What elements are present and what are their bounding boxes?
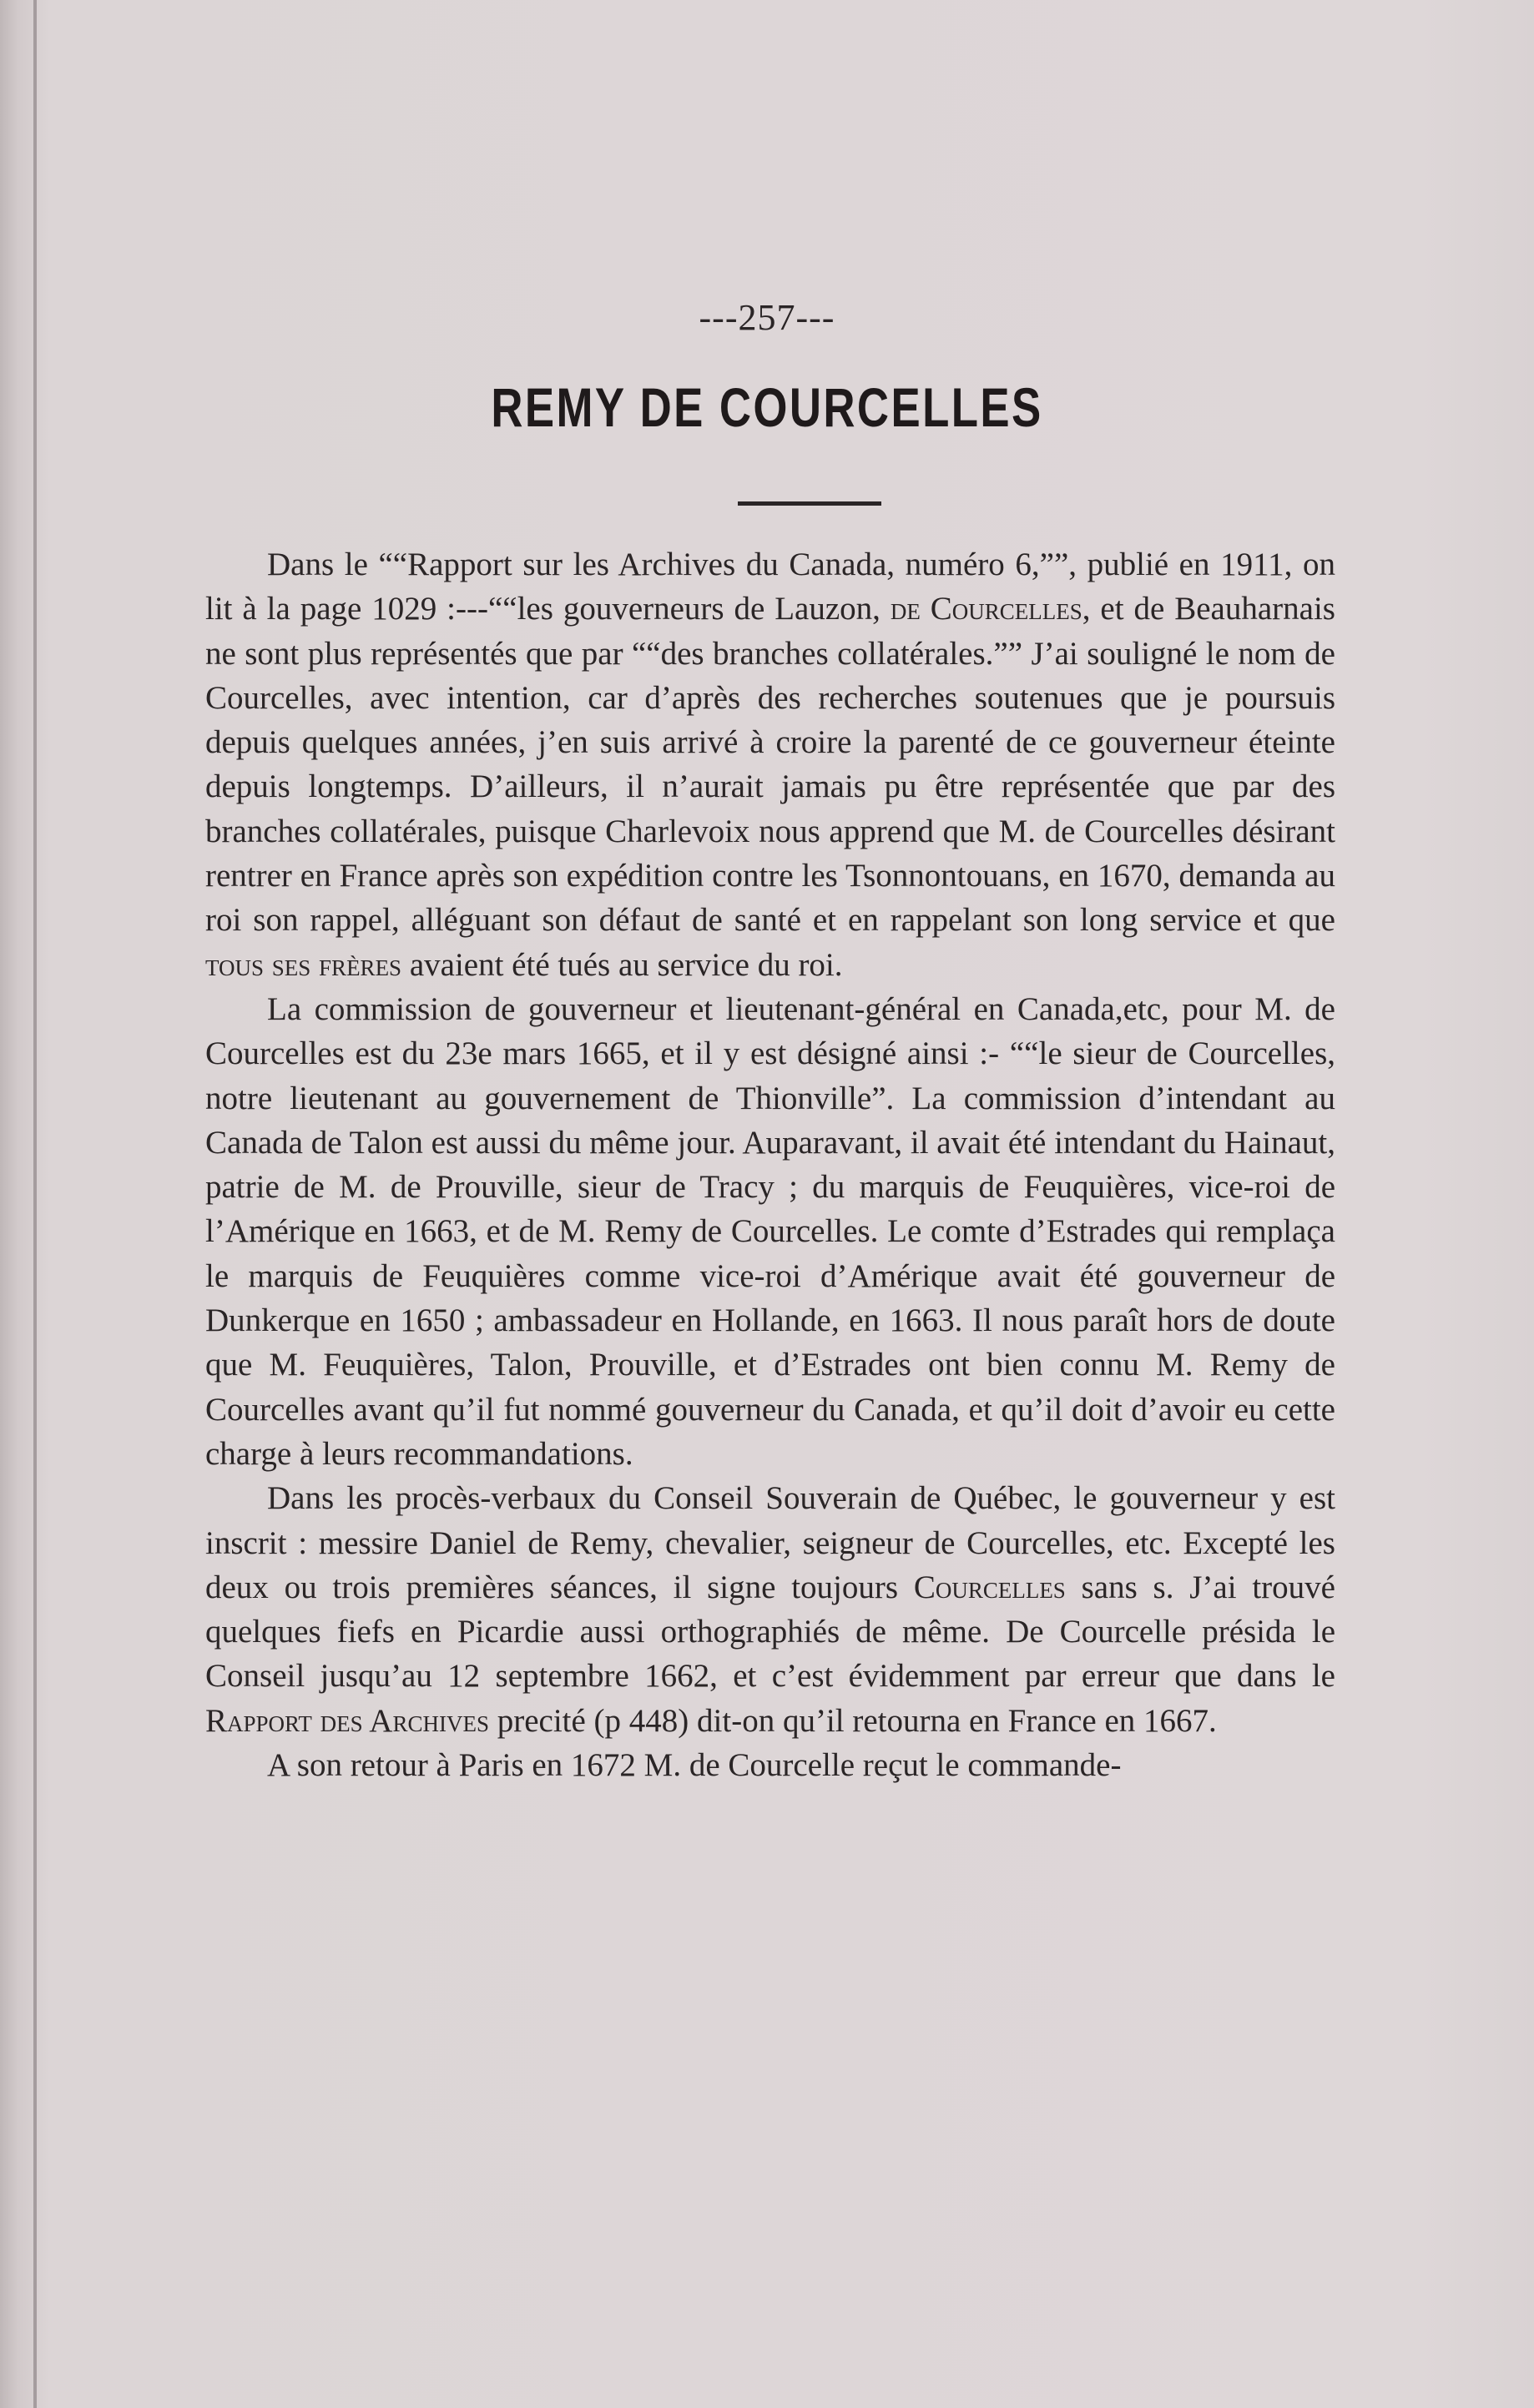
paragraph (205, 1743, 1335, 1787)
title-divider (738, 501, 881, 506)
paragraph-text: , et de Beauharnais ne sont plus représentés que par ““des branches collatérales.”” J’ai souligné le nom de Courcelles, avec intention, car d’après des recherches soutenues que je poursuis depuis quelques années, j’en suis arrivé à croire la parenté de ce gouverneur éteinte depuis longtemps. D’ailleurs, il n’aurait jamais pu être représentée que par des branches collatérales, puisque Charlevoix nous apprend que M. de Courcelles désirant rentrer en France après son expédition contre les Tsonnontouans, en 1670, demanda au roi son rappel, alléguant son défaut de santé et en rappelant son long service et que (205, 591, 1335, 939)
paragraph (205, 987, 1335, 1476)
paragraph-text: precité (p 448) dit-on qu’il retourna en France en 1667. (488, 1702, 1217, 1739)
binding-gutter (33, 0, 37, 2408)
small-caps-text: Rapport des Archives (205, 1702, 489, 1739)
paragraph-text: Dans le ““Rapport sur les Archives du Canada, numéro 6,””, publié en 1911, on lit à la page 1029 :---““les gouverneurs de Lauzon, (205, 547, 1335, 627)
small-caps-text: tous ses frères (205, 946, 402, 983)
paragraph (205, 542, 1335, 987)
paragraph-text: A son retour à Paris en 1672 M. de Courcelle reçut le commande- (267, 1747, 1122, 1784)
page-title: REMY DE COURCELLES (491, 376, 1043, 438)
paragraph-text: La commission de gouverneur et lieutenant-général en Canada,etc, pour M. de Courcelles est du 23e mars 1665, et il y est désigné ainsi :- ““le sieur de Courcelles, notre lieutenant au gouvernement de Thionville”. La commission d’intendant au Canada de Talon est aussi du même jour. Auparavant, il avait été intendant du Hainaut, patrie de M. de Prouville, sieur de Tracy ; du marquis de Feuquières, vice-roi de l’Amérique en 1663, et de M. Remy de Courcelles. Le comte d’Estrades qui remplaça le marquis de Feuquières comme vice-roi d’Amérique avait été gouverneur de Dunkerque en 1650 ; ambassadeur en Hollande, en 1663. Il nous paraît hors de doute que M. Feuquières, Talon, Prouville, et d’Estrades ont bien connu M. Remy de Courcelles avant qu’il fut nommé gouverneur du Canada, et qu’il doit d’avoir eu cette charge à leurs recommandations. (205, 990, 1335, 1472)
paragraph-text: Dans les procès-verbaux du Conseil Souverain de Québec, le gouverneur y est inscrit : messire Daniel de Remy, chevalier, seigneur de Courcelles, etc. Excepté les deux ou trois premières séances, il signe toujours (205, 1480, 1335, 1605)
page-number: ---257--- (699, 297, 835, 338)
paragraph-text: sans s. J’ai trouvé quelques fiefs en Picardie aussi orthographiés de même. De Courcelle présida le Conseil jusqu’au 12 septembre 1662, et c’est évidemment par erreur que dans le (205, 1569, 1335, 1695)
article-body (205, 542, 1335, 1787)
paragraph-text: avaient été tués au service du roi. (401, 946, 843, 983)
small-caps-text: Courcelles (913, 1569, 1066, 1605)
paragraph (205, 1476, 1335, 1743)
small-caps-text: de Courcelles (890, 591, 1082, 627)
